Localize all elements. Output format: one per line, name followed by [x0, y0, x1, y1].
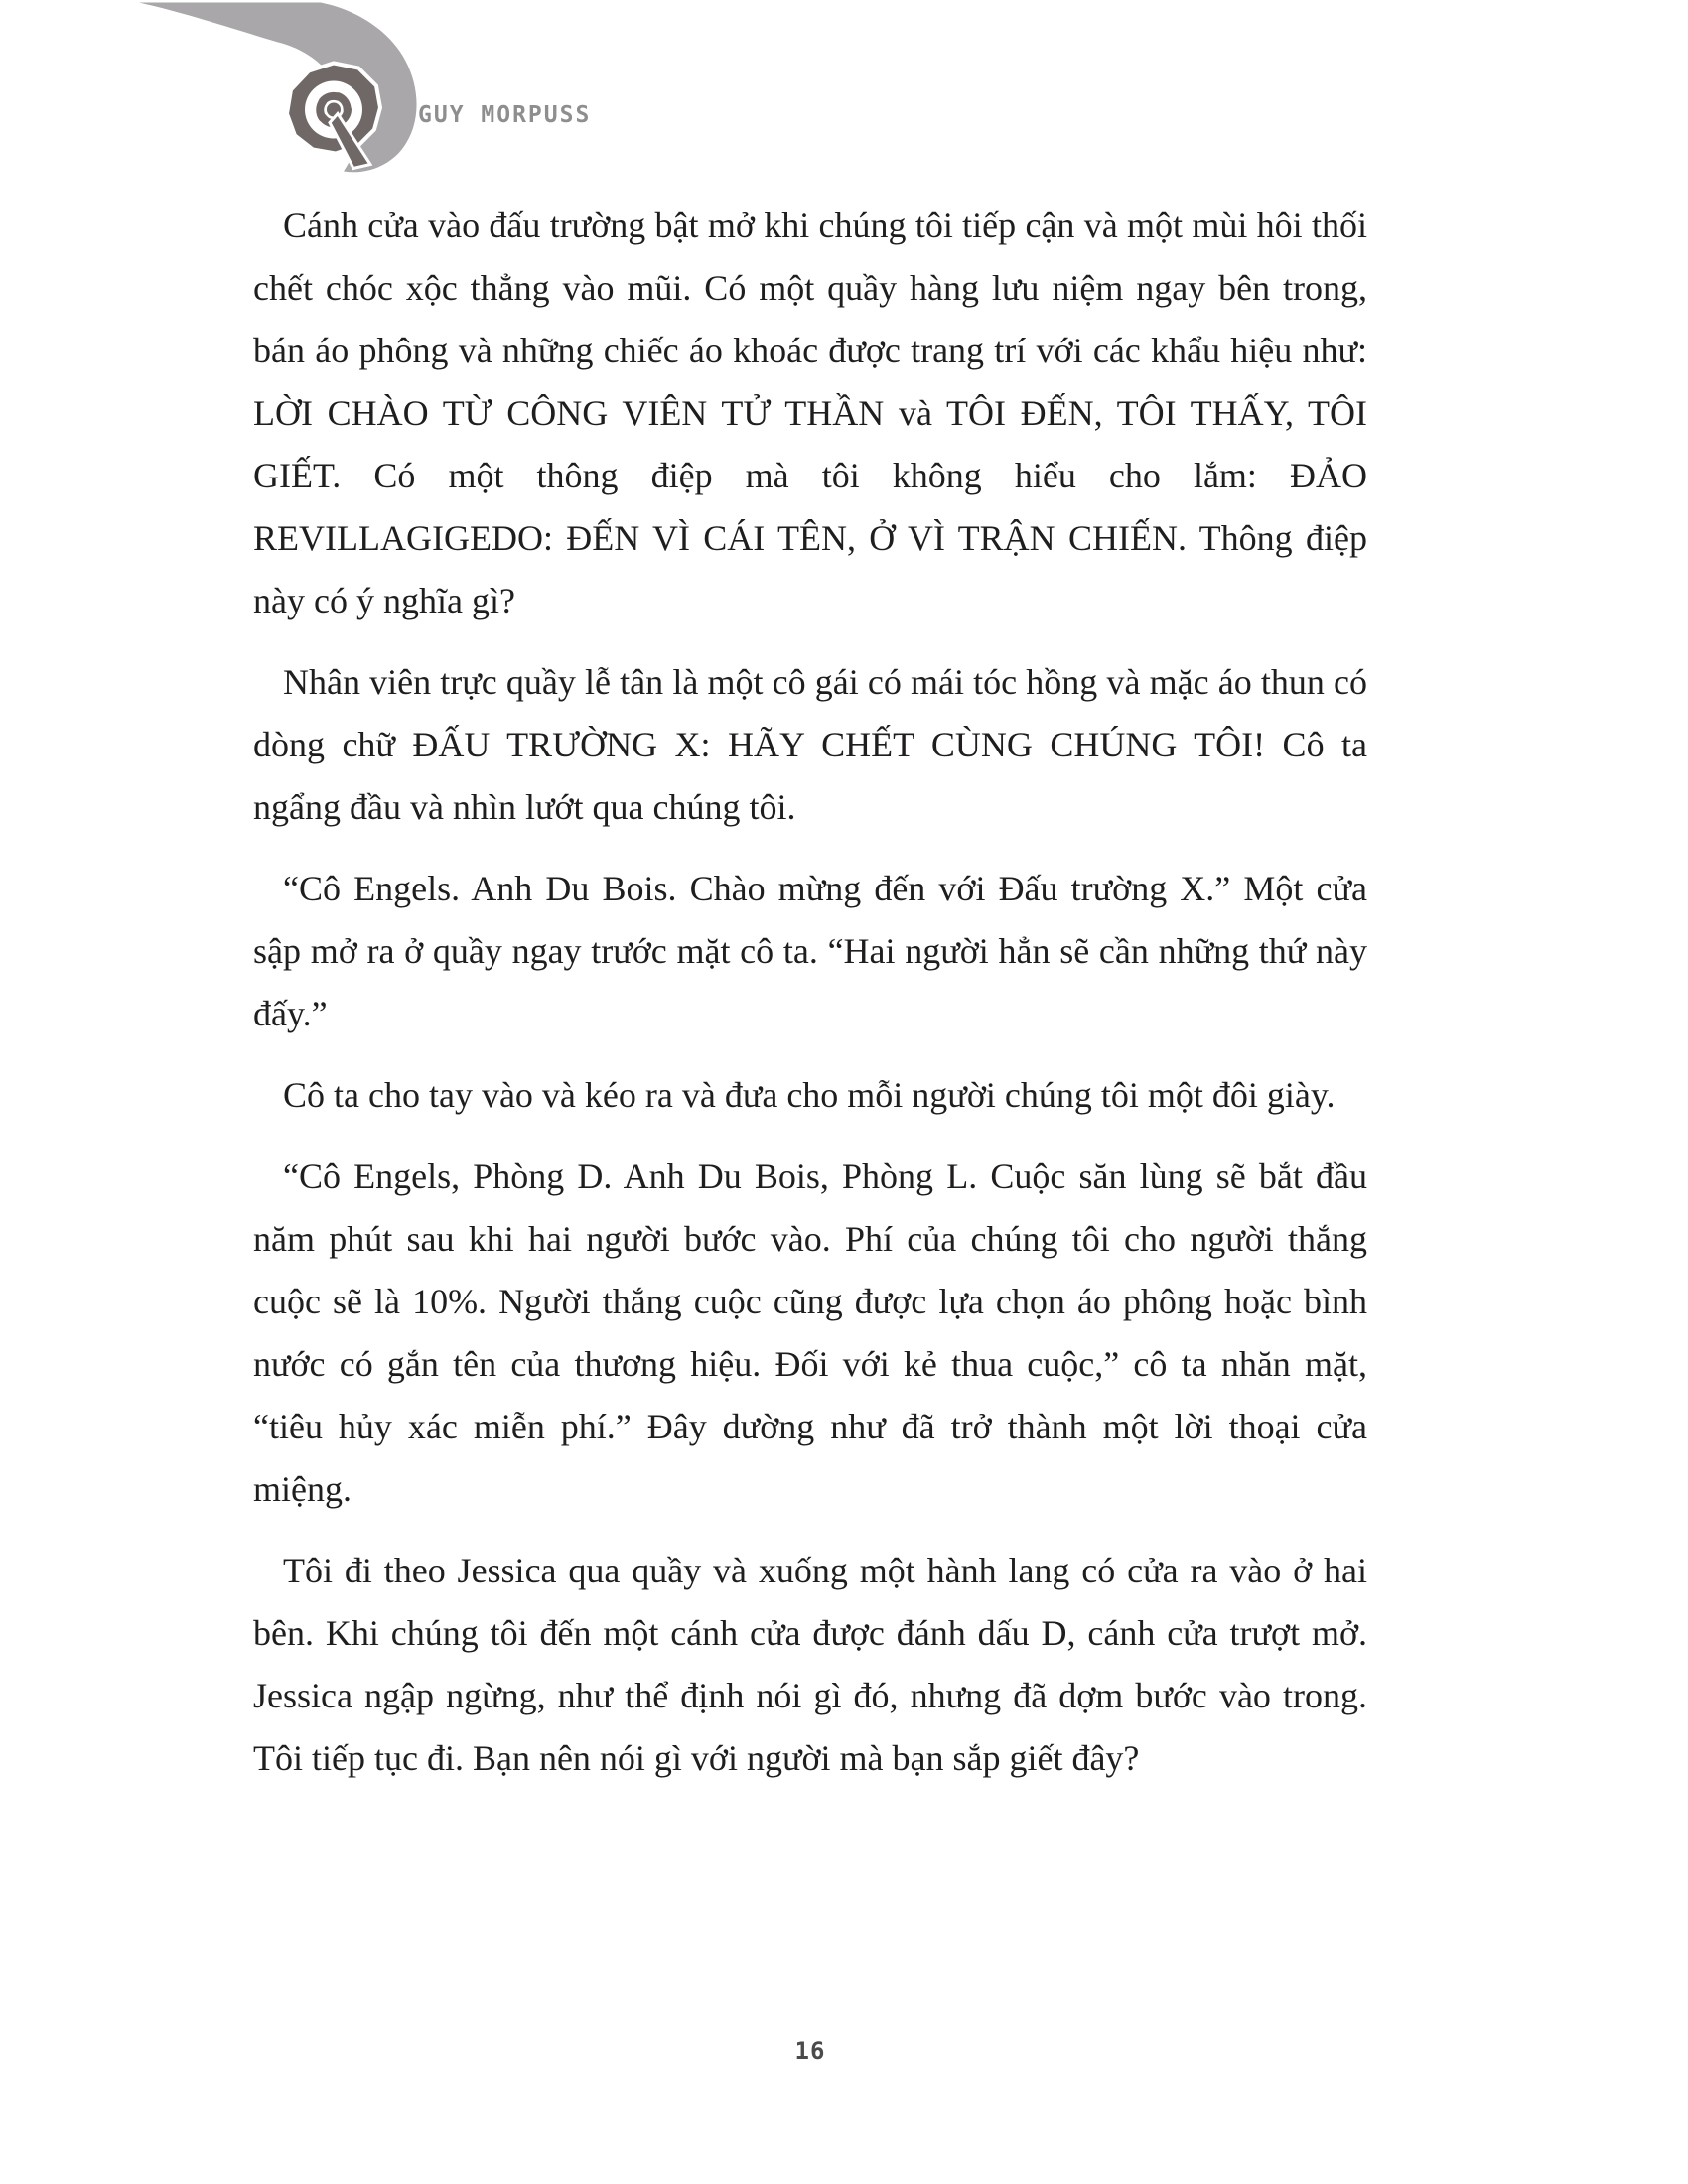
paragraph-5: “Cô Engels, Phòng D. Anh Du Bois, Phòng L. Cuộc săn lùng sẽ bắt đầu năm phút sau khi hai người bước vào. Phí của chúng tôi cho người thắng cuộc sẽ là 10%. Người thắng cuộc cũng được lựa chọn áo phông hoặc bình nước có gắn tên của thương hiệu. Đối với kẻ thua cuộc,” cô ta nhăn mặt, “tiêu hủy xác miễn phí.” Đây dường như đã trở thành một lời thoại cửa miệng.: [253, 1157, 1367, 1509]
paragraph-3: “Cô Engels. Anh Du Bois. Chào mừng đến với Đấu trường X.” Một cửa sập mở ra ở quầy ngay trước mặt cô ta. “Hai người hẳn sẽ cần những thứ này đấy.”: [253, 869, 1367, 1033]
paragraph-6: Tôi đi theo Jessica qua quầy và xuống một hành lang có cửa ra vào ở hai bên. Khi chúng tôi đến một cánh cửa được đánh dấu D, cánh cửa trượt mở. Jessica ngập ngừng, như thể định nói gì đó, nhưng đã dợm bước vào trong. Tôi tiếp tục đi. Bạn nên nói gì với người mà bạn sắp giết đây?: [253, 1551, 1367, 1778]
paragraph-4: Cô ta cho tay vào và kéo ra và đưa cho mỗi người chúng tôi một đôi giày.: [283, 1075, 1336, 1115]
paragraph-1: Cánh cửa vào đấu trường bật mở khi chúng tôi tiếp cận và một mùi hôi thối chết chóc xộc thẳng vào mũi. Có một quầy hàng lưu niệm ngay bên trong, bán áo phông và những chiếc áo khoác được trang trí với các khẩu hiệu như: LỜI CHÀO TỪ CÔNG VIÊN TỬ THẦN và TÔI ĐẾN, TÔI THẤY, TÔI GIẾT. Có một thông điệp mà tôi không hiểu cho lắm: ĐẢO REVILLAGIGEDO: ĐẾN VÌ CÁI TÊN, Ở VÌ TRẬN CHIẾN. Thông điệp này có ý nghĩa gì?: [253, 205, 1367, 620]
page-number: 16: [794, 2037, 826, 2065]
author-name: GUY MORPUSS: [418, 102, 592, 128]
aperture-swoosh-logo-icon: [89, 0, 487, 194]
body-text: [253, 195, 1367, 1809]
paragraph-2: Nhân viên trực quầy lễ tân là một cô gái có mái tóc hồng và mặc áo thun có dòng chữ ĐẤU TRƯỜNG X: HÃY CHẾT CÙNG CHÚNG TÔI! Cô ta ngẩng đầu và nhìn lướt qua chúng tôi.: [253, 662, 1367, 827]
